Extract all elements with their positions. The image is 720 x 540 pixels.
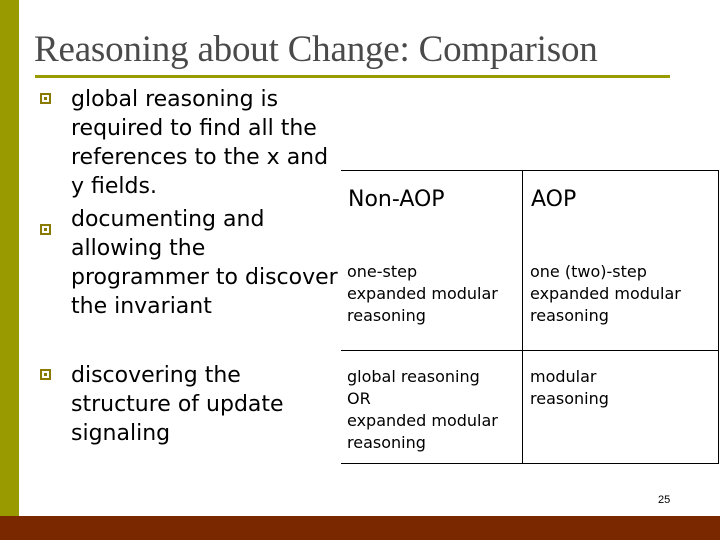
table-header-non-aop: Non-AOP bbox=[348, 187, 445, 212]
table-cell: one (two)-step expanded modular reasoning bbox=[530, 262, 681, 325]
page-number: 25 bbox=[658, 494, 671, 506]
table-cell: one-step expanded modular reasoning bbox=[347, 262, 498, 325]
footer-bar bbox=[0, 516, 720, 540]
table-cell: modular reasoning bbox=[530, 367, 609, 408]
table-border-bottom bbox=[341, 463, 719, 464]
bullet-text-2: documenting and allowing the programmer to discover the invariant bbox=[71, 207, 338, 319]
table-border-top bbox=[341, 170, 719, 171]
slide-title: Reasoning about Change: Comparison bbox=[34, 29, 598, 70]
table-cell: global reasoning OR expanded modular reasoning bbox=[347, 367, 498, 452]
bullet-marker-icon bbox=[40, 93, 51, 104]
title-underline bbox=[35, 75, 670, 78]
bullet-marker-icon bbox=[40, 369, 51, 380]
bullet-marker-icon bbox=[40, 224, 51, 235]
table-header-aop: AOP bbox=[531, 187, 577, 212]
table-column-divider bbox=[522, 170, 523, 464]
bullet-text-3: discovering the structure of update signaling bbox=[71, 363, 284, 446]
table-border-right bbox=[718, 170, 719, 464]
bullet-text-1: global reasoning is required to find all the references to the x and y fields. bbox=[71, 87, 329, 199]
table-border-middle bbox=[341, 350, 719, 351]
left-accent-bar bbox=[0, 0, 19, 540]
